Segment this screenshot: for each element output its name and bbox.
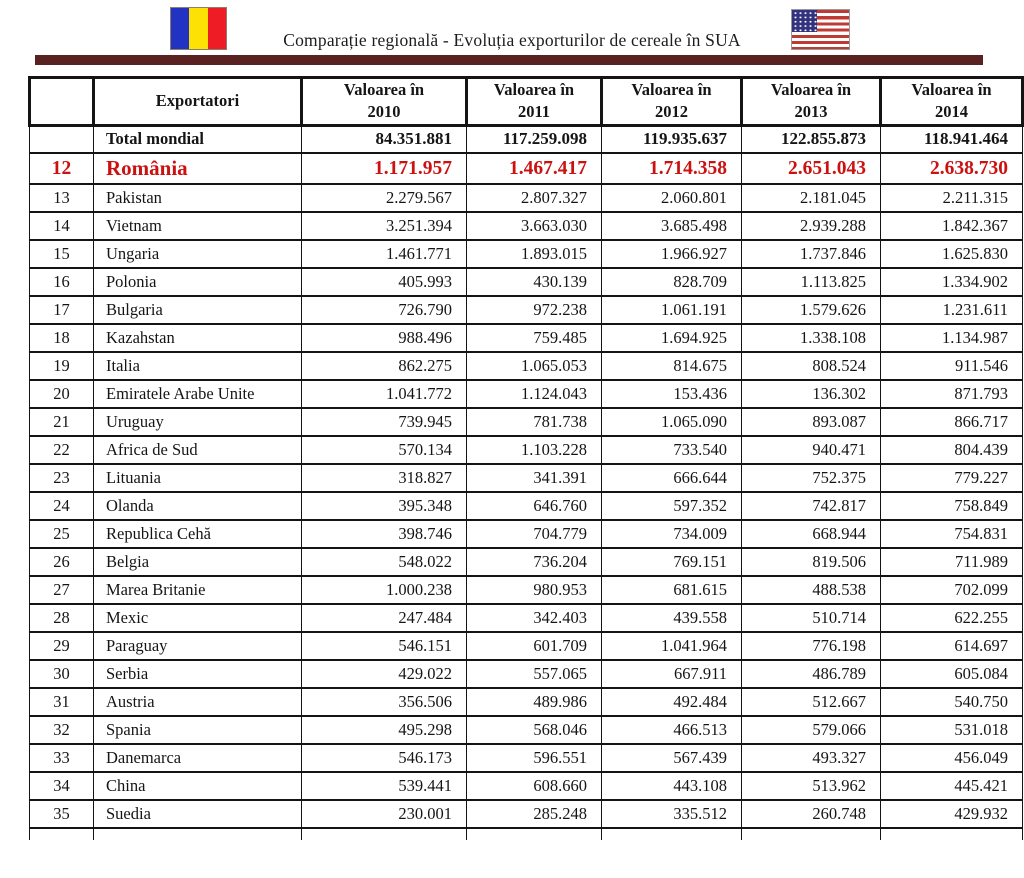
value-cell-2012: 567.439 xyxy=(602,744,742,772)
value-cell-2010: 988.496 xyxy=(302,324,467,352)
value-cell-2012: 734.009 xyxy=(602,520,742,548)
exporter-cell: Marea Britanie xyxy=(94,576,302,604)
rank-cell: 26 xyxy=(30,548,94,576)
value-cell-2010: 1.461.771 xyxy=(302,240,467,268)
value-cell-2011: 2.807.327 xyxy=(467,184,602,212)
value-cell-2014: 445.421 xyxy=(881,772,1023,800)
value-cell-2010: 570.134 xyxy=(302,436,467,464)
table-row xyxy=(30,576,1023,604)
value-cell-2013: 752.375 xyxy=(742,464,881,492)
year-2010-column-header xyxy=(302,78,467,126)
page-title: Comparație regională - Evoluția exporturilor de cereale în SUA xyxy=(283,30,741,50)
value-cell-2014: 118.941.464 xyxy=(881,125,1023,153)
year-header-label: Valoarea în xyxy=(631,80,712,99)
value-cell-2011: 759.485 xyxy=(467,324,602,352)
clipped-bottom-row xyxy=(30,828,1023,840)
rank-column-header xyxy=(30,78,94,126)
value-cell-2014: 456.049 xyxy=(881,744,1023,772)
rank-cell: 34 xyxy=(30,772,94,800)
exporter-cell: Total mondial xyxy=(94,125,302,153)
exporter-cell: Lituania xyxy=(94,464,302,492)
value-cell-2013: 260.748 xyxy=(742,800,881,828)
rank-cell: 30 xyxy=(30,660,94,688)
table-row xyxy=(30,268,1023,296)
value-cell-2014: 702.099 xyxy=(881,576,1023,604)
exporter-cell: Spania xyxy=(94,716,302,744)
exporter-cell: Serbia xyxy=(94,660,302,688)
value-cell-2013: 513.962 xyxy=(742,772,881,800)
value-cell-2013: 1.579.626 xyxy=(742,296,881,324)
table-row xyxy=(30,744,1023,772)
rank-cell: 19 xyxy=(30,352,94,380)
table-row xyxy=(30,660,1023,688)
value-cell-2014: 711.989 xyxy=(881,548,1023,576)
table-row xyxy=(30,548,1023,576)
value-cell-2010: 548.022 xyxy=(302,548,467,576)
value-cell-2010: 247.484 xyxy=(302,604,467,632)
exports-table xyxy=(28,76,1024,840)
table-row xyxy=(30,688,1023,716)
value-cell-2014: 779.227 xyxy=(881,464,1023,492)
value-cell-2010: 230.001 xyxy=(302,800,467,828)
table-row xyxy=(30,212,1023,240)
rank-cell: 31 xyxy=(30,688,94,716)
year-header-year: 2014 xyxy=(935,102,968,122)
exporter-cell: Danemarca xyxy=(94,744,302,772)
value-cell-2014: 429.932 xyxy=(881,800,1023,828)
rank-cell xyxy=(30,125,94,153)
value-cell-2013: 136.302 xyxy=(742,380,881,408)
value-cell-2012: 597.352 xyxy=(602,492,742,520)
rank-cell: 15 xyxy=(30,240,94,268)
value-cell-2012: 443.108 xyxy=(602,772,742,800)
table-row xyxy=(30,716,1023,744)
value-cell-2014: 2.211.315 xyxy=(881,184,1023,212)
exporter-cell: Ungaria xyxy=(94,240,302,268)
value-cell-2011: 430.139 xyxy=(467,268,602,296)
value-cell-2010: 405.993 xyxy=(302,268,467,296)
rank-cell: 20 xyxy=(30,380,94,408)
value-cell-2010: 726.790 xyxy=(302,296,467,324)
rank-cell: 27 xyxy=(30,576,94,604)
table-row xyxy=(30,324,1023,352)
value-cell-2013: 776.198 xyxy=(742,632,881,660)
value-cell-2013: 668.944 xyxy=(742,520,881,548)
rank-cell: 13 xyxy=(30,184,94,212)
value-cell-2012: 119.935.637 xyxy=(602,125,742,153)
value-cell-2013: 893.087 xyxy=(742,408,881,436)
rank-cell: 12 xyxy=(30,153,94,184)
value-cell-2013: 122.855.873 xyxy=(742,125,881,153)
year-header-year: 2010 xyxy=(367,102,401,122)
rank-cell: 23 xyxy=(30,464,94,492)
rank-cell: 33 xyxy=(30,744,94,772)
value-cell-2013: 1.338.108 xyxy=(742,324,881,352)
value-cell-2012: 681.615 xyxy=(602,576,742,604)
table-row xyxy=(30,380,1023,408)
value-cell-2014: 540.750 xyxy=(881,688,1023,716)
value-cell-2012: 828.709 xyxy=(602,268,742,296)
rank-cell: 32 xyxy=(30,716,94,744)
value-cell-2012: 3.685.498 xyxy=(602,212,742,240)
value-cell-2012: 814.675 xyxy=(602,352,742,380)
value-cell-2011: 596.551 xyxy=(467,744,602,772)
value-cell-2011: 972.238 xyxy=(467,296,602,324)
value-cell-2013: 512.667 xyxy=(742,688,881,716)
exporter-cell: Paraguay xyxy=(94,632,302,660)
exporter-cell: Belgia xyxy=(94,548,302,576)
table-row xyxy=(30,772,1023,800)
value-cell-2014: 614.697 xyxy=(881,632,1023,660)
value-cell-2011: 980.953 xyxy=(467,576,602,604)
table-row xyxy=(30,240,1023,268)
rank-cell: 18 xyxy=(30,324,94,352)
value-cell-2012: 153.436 xyxy=(602,380,742,408)
value-cell-2012: 335.512 xyxy=(602,800,742,828)
value-cell-2013: 2.651.043 xyxy=(742,153,881,184)
romania-row xyxy=(30,153,1023,184)
value-cell-2011: 1.124.043 xyxy=(467,380,602,408)
value-cell-2013: 2.939.288 xyxy=(742,212,881,240)
value-cell-2011: 342.403 xyxy=(467,604,602,632)
value-cell-2014: 1.625.830 xyxy=(881,240,1023,268)
value-cell-2014: 531.018 xyxy=(881,716,1023,744)
value-cell-2010: 3.251.394 xyxy=(302,212,467,240)
exporter-cell: Mexic xyxy=(94,604,302,632)
table-row xyxy=(30,520,1023,548)
exporters-column-header: Exportatori xyxy=(94,78,302,126)
value-cell-2011: 736.204 xyxy=(467,548,602,576)
year-header-year: 2011 xyxy=(517,102,551,122)
value-cell-2011: 557.065 xyxy=(467,660,602,688)
value-cell-2010: 1.171.957 xyxy=(302,153,467,184)
value-cell-2013: 488.538 xyxy=(742,576,881,604)
value-cell-2010: 739.945 xyxy=(302,408,467,436)
table-row xyxy=(30,464,1023,492)
value-cell-2013: 510.714 xyxy=(742,604,881,632)
value-cell-2011: 117.259.098 xyxy=(467,125,602,153)
year-header-label: Valoarea în xyxy=(911,80,992,99)
value-cell-2010: 395.348 xyxy=(302,492,467,520)
value-cell-2011: 489.986 xyxy=(467,688,602,716)
value-cell-2012: 769.151 xyxy=(602,548,742,576)
value-cell-2011: 601.709 xyxy=(467,632,602,660)
exporter-cell: Italia xyxy=(94,352,302,380)
value-cell-2010: 1.000.238 xyxy=(302,576,467,604)
rank-cell: 29 xyxy=(30,632,94,660)
value-cell-2012: 1.966.927 xyxy=(602,240,742,268)
value-cell-2014: 754.831 xyxy=(881,520,1023,548)
rank-cell: 17 xyxy=(30,296,94,324)
table-row xyxy=(30,184,1023,212)
table-row xyxy=(30,352,1023,380)
exporter-cell: Austria xyxy=(94,688,302,716)
rank-cell: 14 xyxy=(30,212,94,240)
value-cell-2010: 546.173 xyxy=(302,744,467,772)
value-cell-2013: 819.506 xyxy=(742,548,881,576)
value-cell-2011: 568.046 xyxy=(467,716,602,744)
value-cell-2014: 1.842.367 xyxy=(881,212,1023,240)
value-cell-2010: 539.441 xyxy=(302,772,467,800)
value-cell-2014: 866.717 xyxy=(881,408,1023,436)
value-cell-2010: 429.022 xyxy=(302,660,467,688)
value-cell-2012: 1.714.358 xyxy=(602,153,742,184)
year-header-year: 2013 xyxy=(794,102,828,122)
value-cell-2014: 1.231.611 xyxy=(881,296,1023,324)
value-cell-2013: 486.789 xyxy=(742,660,881,688)
rank-cell: 21 xyxy=(30,408,94,436)
value-cell-2011: 1.467.417 xyxy=(467,153,602,184)
value-cell-2012: 466.513 xyxy=(602,716,742,744)
value-cell-2011: 1.103.228 xyxy=(467,436,602,464)
value-cell-2011: 341.391 xyxy=(467,464,602,492)
usa-flag-canton xyxy=(792,10,817,32)
value-cell-2010: 318.827 xyxy=(302,464,467,492)
value-cell-2014: 804.439 xyxy=(881,436,1023,464)
value-cell-2012: 1.041.964 xyxy=(602,632,742,660)
table-header-row xyxy=(30,78,1023,126)
year-2012-column-header xyxy=(602,78,742,126)
table-row xyxy=(30,800,1023,828)
value-cell-2011: 646.760 xyxy=(467,492,602,520)
value-cell-2014: 1.334.902 xyxy=(881,268,1023,296)
year-header-label: Valoarea în xyxy=(770,80,852,99)
value-cell-2014: 871.793 xyxy=(881,380,1023,408)
value-cell-2011: 781.738 xyxy=(467,408,602,436)
exporter-cell: Africa de Sud xyxy=(94,436,302,464)
year-2014-column-header xyxy=(881,78,1023,126)
value-cell-2014: 622.255 xyxy=(881,604,1023,632)
value-cell-2014: 605.084 xyxy=(881,660,1023,688)
rank-cell: 24 xyxy=(30,492,94,520)
value-cell-2013: 808.524 xyxy=(742,352,881,380)
value-cell-2012: 667.911 xyxy=(602,660,742,688)
value-cell-2013: 1.113.825 xyxy=(742,268,881,296)
value-cell-2010: 356.506 xyxy=(302,688,467,716)
value-cell-2012: 1.694.925 xyxy=(602,324,742,352)
exporter-cell: Polonia xyxy=(94,268,302,296)
value-cell-2012: 1.065.090 xyxy=(602,408,742,436)
table-row xyxy=(30,408,1023,436)
value-cell-2012: 733.540 xyxy=(602,436,742,464)
value-cell-2010: 546.151 xyxy=(302,632,467,660)
value-cell-2012: 492.484 xyxy=(602,688,742,716)
value-cell-2011: 1.065.053 xyxy=(467,352,602,380)
value-cell-2012: 1.061.191 xyxy=(602,296,742,324)
value-cell-2012: 2.060.801 xyxy=(602,184,742,212)
exporter-cell: Suedia xyxy=(94,800,302,828)
exporter-cell: Kazahstan xyxy=(94,324,302,352)
value-cell-2013: 2.181.045 xyxy=(742,184,881,212)
rank-cell: 22 xyxy=(30,436,94,464)
value-cell-2011: 3.663.030 xyxy=(467,212,602,240)
value-cell-2010: 84.351.881 xyxy=(302,125,467,153)
value-cell-2012: 666.644 xyxy=(602,464,742,492)
value-cell-2011: 1.893.015 xyxy=(467,240,602,268)
value-cell-2010: 2.279.567 xyxy=(302,184,467,212)
value-cell-2013: 940.471 xyxy=(742,436,881,464)
year-header-label: Valoarea în xyxy=(493,80,575,99)
exporter-cell: China xyxy=(94,772,302,800)
value-cell-2014: 2.638.730 xyxy=(881,153,1023,184)
value-cell-2010: 862.275 xyxy=(302,352,467,380)
exporter-cell: Emiratele Arabe Unite xyxy=(94,380,302,408)
value-cell-2014: 1.134.987 xyxy=(881,324,1023,352)
rank-cell: 35 xyxy=(30,800,94,828)
exporter-cell: Olanda xyxy=(94,492,302,520)
rank-cell: 16 xyxy=(30,268,94,296)
value-cell-2010: 1.041.772 xyxy=(302,380,467,408)
total-mondial-row xyxy=(30,125,1023,153)
year-header-year: 2012 xyxy=(655,102,688,122)
exporter-cell: Bulgaria xyxy=(94,296,302,324)
year-2011-column-header xyxy=(467,78,602,126)
rank-cell: 25 xyxy=(30,520,94,548)
value-cell-2011: 285.248 xyxy=(467,800,602,828)
value-cell-2014: 911.546 xyxy=(881,352,1023,380)
usa-flag-icon xyxy=(791,9,850,50)
exporter-cell: Vietnam xyxy=(94,212,302,240)
value-cell-2013: 579.066 xyxy=(742,716,881,744)
exporter-cell: Republica Cehă xyxy=(94,520,302,548)
table-row xyxy=(30,296,1023,324)
year-header-label: Valoarea în xyxy=(343,80,425,99)
value-cell-2014: 758.849 xyxy=(881,492,1023,520)
value-cell-2013: 742.817 xyxy=(742,492,881,520)
table-row xyxy=(30,632,1023,660)
value-cell-2011: 704.779 xyxy=(467,520,602,548)
value-cell-2013: 493.327 xyxy=(742,744,881,772)
value-cell-2010: 495.298 xyxy=(302,716,467,744)
exporter-cell: România xyxy=(94,153,302,184)
value-cell-2010: 398.746 xyxy=(302,520,467,548)
table-row xyxy=(30,604,1023,632)
table-row xyxy=(30,492,1023,520)
table-row xyxy=(30,436,1023,464)
value-cell-2013: 1.737.846 xyxy=(742,240,881,268)
rank-cell: 28 xyxy=(30,604,94,632)
year-2013-column-header xyxy=(742,78,881,126)
value-cell-2012: 439.558 xyxy=(602,604,742,632)
title-divider-bar xyxy=(35,55,983,65)
value-cell-2011: 608.660 xyxy=(467,772,602,800)
exporter-cell: Pakistan xyxy=(94,184,302,212)
exporter-cell: Uruguay xyxy=(94,408,302,436)
